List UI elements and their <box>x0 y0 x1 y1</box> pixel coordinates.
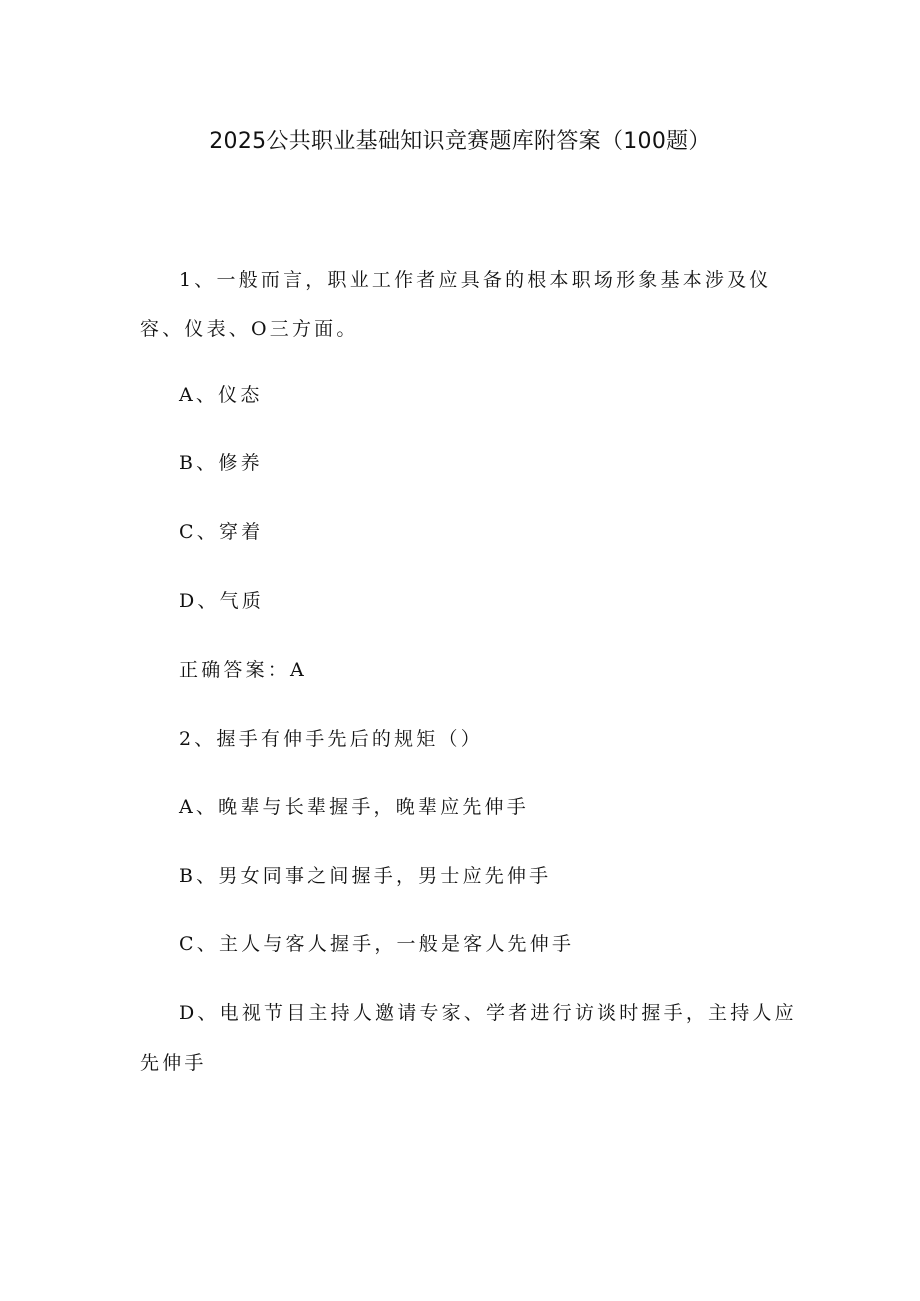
question-1-option-a: A、仪态 <box>179 384 263 406</box>
question-1-option-d: D、气质 <box>179 590 265 612</box>
question-1-stem-line-1: 1、一般而言，职业工作者应具备的根本职场形象基本涉及仪 <box>179 269 772 291</box>
document-title: 2025公共职业基础知识竞赛题库附答案（100题） <box>209 129 711 154</box>
question-1-option-b: B、修养 <box>179 452 263 474</box>
question-2-option-d-line-2: 先伸手 <box>140 1052 207 1074</box>
question-1-option-c: C、穿着 <box>179 521 264 543</box>
question-2-option-c: C、主人与客人握手，一般是客人先伸手 <box>179 933 575 955</box>
question-1-stem-line-2: 容、仪表、O三方面。 <box>140 318 359 340</box>
question-2-stem: 2、握手有伸手先后的规矩（） <box>179 728 483 750</box>
question-1-answer: 正确答案：A <box>179 659 307 681</box>
question-2-option-b: B、男女同事之间握手，男士应先伸手 <box>179 865 552 887</box>
question-2-option-d-line-1: D、电视节目主持人邀请专家、学者进行访谈时握手，主持人应 <box>179 1002 797 1024</box>
question-2-option-a: A、晚辈与长辈握手，晚辈应先伸手 <box>179 796 529 818</box>
